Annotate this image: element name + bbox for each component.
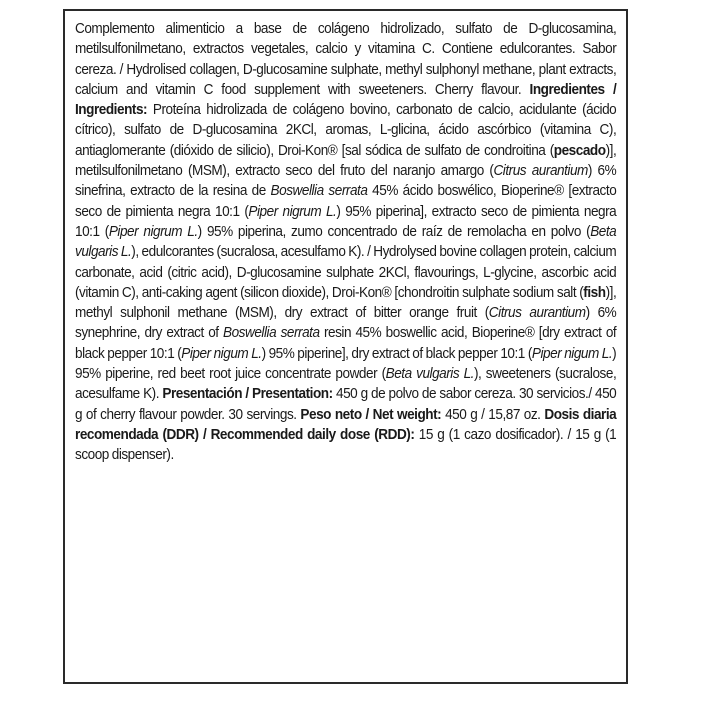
ingredients-text: ) 6% sinefrina, extracto de la resina de [75,163,617,200]
ingredients-text: ) 95% piperine, red beet root juice concentrate powder ( [75,345,617,383]
ingredients-text: Proteína hidrolizada de colágeno bovino, carbonato de calcio, acidulante (ácido cítrico), sulfato de D-glucosamina 2KCl, aromas, L-glicina, ácido ascórbico (vitamina C), antiaglomerante (dióxido de silicio), Droi-Kon® [sal sódica de sulfato de condroitina ( [75,102,617,159]
net-weight-text: 450 g / 15,87 oz. [441,406,541,423]
presentation-heading: Presentación / Presentation: [162,386,333,403]
intro-text: Complemento alimenticio a base de colágeno hidrolizado, sulfato de D-glucosamina, metilsulfonilmetano, extractos vegetales, calcio y vitamina C. Contiene edulcorantes. Sabor cereza. / Hydrolised collagen, D-glucosamine sulphate, methyl sulphonyl methane, plant extracts, calcium and vitamin C food supplement with sweeteners. Cherry flavour. [75,21,617,98]
label-panel [63,9,628,684]
net-weight-heading: Peso neto / Net weight: [300,406,442,423]
ingredients-text: ), sweeteners (sucralose, acesulfame K). [75,366,617,403]
latin-name: Citrus aurantium [493,163,588,180]
ingredients-text: ) 95% piperina], extracto seco de pimienta negra 10:1 ( [75,203,617,240]
latin-name: Beta vulgaris L. [385,366,474,383]
daily-dose-text: 15 g (1 cazo dosificador). / 15 g (1 scoop dispenser). [75,426,617,464]
ingredients-heading: Ingredientes / Ingredients: [75,81,617,119]
latin-name: Citrus aurantium [488,305,586,322]
allergen-fish-es: pescado [553,142,606,159]
label-text [75,19,616,466]
latin-name: Piper nigrum L. [108,223,198,240]
ingredients-text: resin 45% boswellic acid, Bioperine® [dry extract of black pepper 10:1 ( [75,325,617,362]
latin-name: Piper nigum L. [181,345,262,362]
latin-name: Beta vulgaris L. [75,223,617,261]
ingredients-text: ) 95% piperina, zumo concentrado de raíz de remolacha en polvo ( [197,223,591,240]
ingredients-text: ), edulcorantes (sucralosa, acesulfamo K). / Hydrolysed bovine collagen protein, calcium carbonate, acid (citric acid), D-glucosamine sulphate 2KCl, flavourings, L-glycine, ascorbic acid (vitamin C), anti-caking agent (silicon dioxide), Droi-Kon® [chondroitin sulphate sodium salt ( [75,244,617,301]
product-description [75,19,616,466]
latin-name: Boswellia serrata [270,183,368,200]
ingredients-text: ) 95% piperine], dry extract of black pepper 10:1 ( [261,345,532,362]
ingredients-text: 45% ácido boswélico, Bioperine® [extracto seco de pimienta negra 10:1 ( [75,183,617,220]
ingredients-text: )], methyl sulphonil methane (MSM), dry extract of bitter orange fruit ( [75,284,617,322]
allergen-fish-en: fish [583,284,606,301]
ingredients-text: ) 6% synephrine, dry extract of [75,305,617,342]
latin-name: Piper nigrum L. [248,203,337,220]
presentation-text: 450 g de polvo de sabor cereza. 30 servicios./ 450 g of cherry flavour powder. 30 servings. [75,386,617,423]
daily-dose-heading: Dosis diaria recomendada (DDR) / Recommended daily dose (RDD): [75,406,617,443]
latin-name: Piper nigum L. [531,345,613,362]
ingredients-text: )], metilsulfonilmetano (MSM), extracto seco del fruto del naranjo amargo ( [75,142,617,180]
latin-name: Boswellia serrata [223,325,320,342]
